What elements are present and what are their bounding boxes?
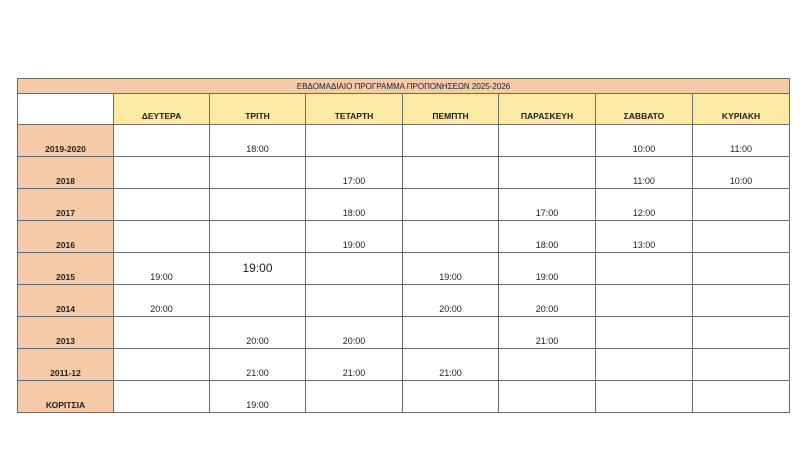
time-cell: [114, 189, 210, 221]
time-cell: [403, 157, 499, 189]
day-header: ΠΑΡΑΣΚΕΥΗ: [499, 94, 596, 125]
corner-cell: [18, 94, 114, 125]
time-cell: 13:00: [596, 221, 693, 253]
time-cell: 21:00: [499, 317, 596, 349]
age-group-label: 2018: [18, 157, 114, 189]
time-cell: 21:00: [403, 349, 499, 381]
time-cell: [210, 157, 306, 189]
age-group-label: 2019-2020: [18, 125, 114, 157]
time-cell: [693, 285, 790, 317]
time-cell: [596, 349, 693, 381]
time-cell: [210, 189, 306, 221]
time-cell: 19:00: [210, 381, 306, 413]
time-cell: [403, 125, 499, 157]
time-cell: 18:00: [210, 125, 306, 157]
time-cell: [114, 381, 210, 413]
time-cell: 19:00: [499, 253, 596, 285]
time-cell: 21:00: [210, 349, 306, 381]
day-header: ΤΡΙΤΗ: [210, 94, 306, 125]
time-cell: [210, 221, 306, 253]
time-cell: 20:00: [499, 285, 596, 317]
time-cell: 10:00: [693, 157, 790, 189]
time-cell: [403, 381, 499, 413]
time-cell: 17:00: [499, 189, 596, 221]
time-cell: [693, 189, 790, 221]
day-header: ΔΕΥΤΕΡΑ: [114, 94, 210, 125]
table-row: [18, 381, 790, 413]
time-cell: [403, 189, 499, 221]
time-cell: [403, 317, 499, 349]
age-group-label: 2013: [18, 317, 114, 349]
time-cell: [499, 349, 596, 381]
time-cell: 18:00: [306, 189, 403, 221]
time-cell: 21:00: [306, 349, 403, 381]
table-title: ΕΒΔΟΜΑΔΙΑΙΟ ΠΡΟΓΡΑΜΜΑ ΠΡΟΠΟΝΗΣΕΩΝ 2025-2026: [18, 79, 790, 94]
time-cell: 20:00: [210, 317, 306, 349]
time-cell: [114, 157, 210, 189]
time-cell: 11:00: [693, 125, 790, 157]
time-cell: [693, 221, 790, 253]
day-header: ΠΕΜΠΤΗ: [403, 94, 499, 125]
age-group-label: 2011-12: [18, 349, 114, 381]
time-cell: [596, 253, 693, 285]
time-cell: [306, 285, 403, 317]
time-cell: [114, 349, 210, 381]
time-cell: 20:00: [403, 285, 499, 317]
time-cell: 19:00: [210, 253, 306, 285]
time-cell: [693, 349, 790, 381]
time-cell: 19:00: [306, 221, 403, 253]
time-cell: [693, 253, 790, 285]
time-cell: 20:00: [306, 317, 403, 349]
time-cell: 19:00: [403, 253, 499, 285]
day-header: ΣΑΒΒΑΤΟ: [596, 94, 693, 125]
table-row: [18, 125, 790, 157]
table-row: [18, 253, 790, 285]
time-cell: [693, 317, 790, 349]
time-cell: [114, 317, 210, 349]
age-group-label: 2016: [18, 221, 114, 253]
training-schedule-table: [17, 78, 790, 413]
time-cell: 10:00: [596, 125, 693, 157]
time-cell: [499, 125, 596, 157]
time-cell: [499, 157, 596, 189]
day-header: ΚΥΡΙΑΚΗ: [693, 94, 790, 125]
time-cell: [596, 317, 693, 349]
time-cell: 11:00: [596, 157, 693, 189]
time-cell: [306, 253, 403, 285]
time-cell: [114, 125, 210, 157]
time-cell: 12:00: [596, 189, 693, 221]
table-row: [18, 317, 790, 349]
time-cell: [210, 285, 306, 317]
age-group-label: 2017: [18, 189, 114, 221]
table-row: [18, 285, 790, 317]
table-row: [18, 221, 790, 253]
time-cell: [596, 381, 693, 413]
table-row: [18, 189, 790, 221]
time-cell: [306, 125, 403, 157]
time-cell: [114, 221, 210, 253]
time-cell: [499, 381, 596, 413]
time-cell: 17:00: [306, 157, 403, 189]
day-header: ΤΕΤΑΡΤΗ: [306, 94, 403, 125]
time-cell: 19:00: [114, 253, 210, 285]
time-cell: [596, 285, 693, 317]
age-group-label: ΚΟΡΙΤΣΙΑ: [18, 381, 114, 413]
time-cell: [403, 221, 499, 253]
time-cell: 18:00: [499, 221, 596, 253]
time-cell: 20:00: [114, 285, 210, 317]
time-cell: [693, 381, 790, 413]
age-group-label: 2014: [18, 285, 114, 317]
table-row: [18, 349, 790, 381]
table-row: [18, 157, 790, 189]
age-group-label: 2015: [18, 253, 114, 285]
time-cell: [306, 381, 403, 413]
